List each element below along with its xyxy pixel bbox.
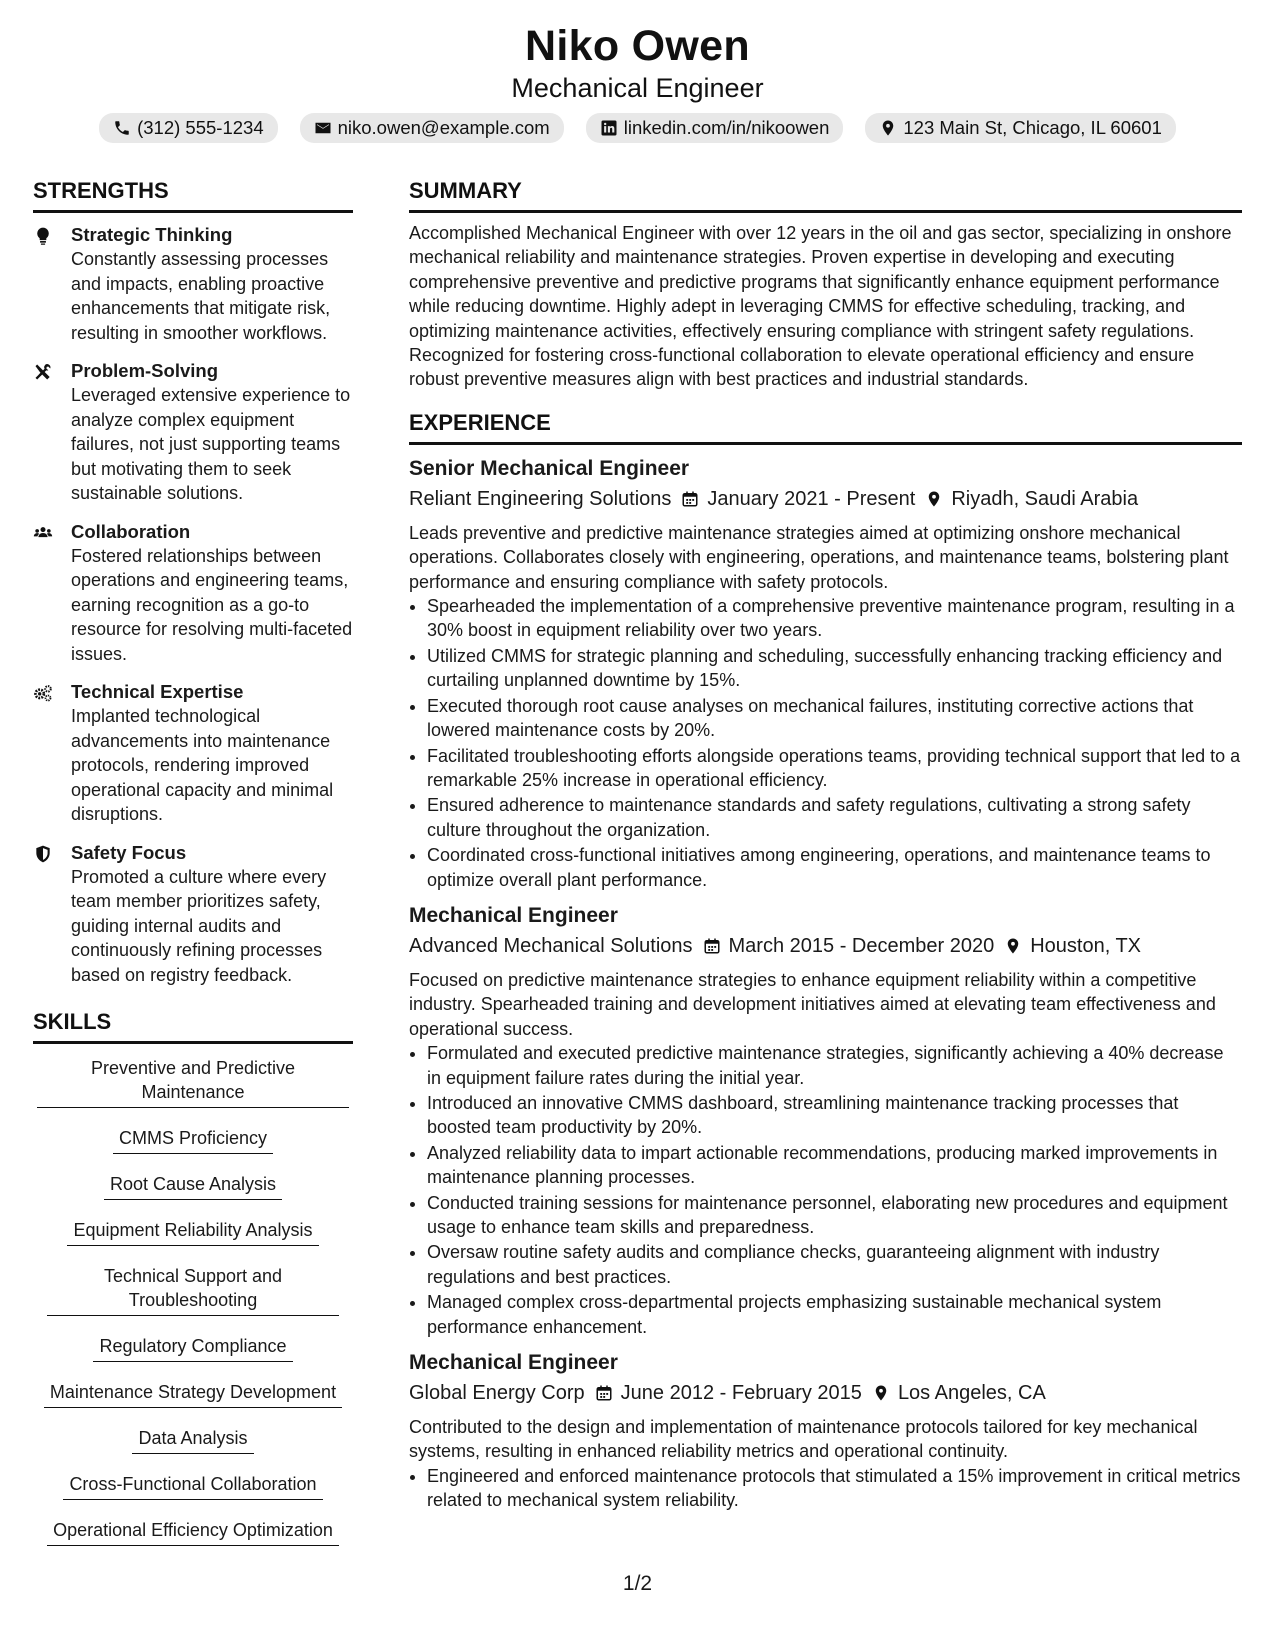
experience-section: [409, 410, 1242, 1513]
left-column: [33, 178, 353, 1564]
skill-item: Operational Efficiency Optimization: [47, 1518, 339, 1546]
page-number: 1/2: [622, 1572, 653, 1595]
skill-item: CMMS Proficiency: [113, 1126, 273, 1154]
strength-item: [33, 359, 353, 506]
summary-text: Accomplished Mechanical Engineer with over 12 years in the oil and gas sector, specializing in onshore mechanical reliability and maintenance strategies. Proven expertise in developing and executing comprehensive preventive and predictive programs that significantly enhance equipment performance while reducing downtime. Highly adept in leveraging CMMS for effective scheduling, tracking, and optimizing maintenance activities, effectively ensuring compliance with stringent safety regulations. Recognized for fostering cross-functional collaboration to elevate operational efficiency and ensure robust preventive measures align with best practices and industrial standards.: [409, 223, 1232, 390]
skill-item: Root Cause Analysis: [104, 1172, 282, 1200]
map-pin-icon: [879, 119, 897, 137]
job-location: Los Angeles, CA: [897, 1382, 1046, 1405]
strength-desc: Leveraged extensive experience to analyze complex equipment failures, not just supporting teams but motivating them to seek sustainable solutions.: [71, 385, 351, 503]
job-meta: [409, 1379, 1242, 1407]
job-dates: June 2012 - February 2015: [620, 1382, 862, 1405]
bullet-item: • Engineered and enforced maintenance protocols that stimulated a 15% improvement in critical metrics related to mechanical system reliability.: [427, 1464, 1242, 1513]
skill-item: Maintenance Strategy Development: [44, 1380, 342, 1408]
job-bullets: [409, 594, 1242, 892]
map-pin-icon: [872, 1384, 890, 1402]
contact-address: [865, 113, 1176, 143]
contact-address-text: 123 Main St, Chicago, IL 60601: [903, 117, 1162, 138]
contact-email-text: niko.owen@example.com: [337, 117, 550, 138]
skill-item: Regulatory Compliance: [93, 1334, 292, 1362]
contact-linkedin-text: linkedin.com/in/nikoowen: [623, 117, 830, 138]
job-entry: [409, 902, 1242, 1339]
envelope-icon: [314, 119, 332, 137]
job-company: Global Energy Corp: [409, 1382, 585, 1405]
bullet-item: • Executed thorough root cause analyses on mechanical failures, instituting corrective actions that lowered maintenance costs by 20%.: [427, 694, 1242, 743]
map-pin-icon: [925, 490, 943, 508]
calendar-icon: [703, 937, 721, 955]
calendar-icon: [681, 490, 699, 508]
strength-title: Collaboration: [71, 520, 191, 542]
gears-icon: [33, 683, 53, 703]
skill-item: Cross-Functional Collaboration: [63, 1472, 322, 1500]
bullet-item: • Utilized CMMS for strategic planning and scheduling, successfully enhancing tracking efficiency and curtailing unplanned downtime by 15%.: [427, 644, 1242, 693]
job-bullets: [409, 1464, 1242, 1513]
linkedin-icon: [600, 119, 618, 137]
lightbulb-icon: [33, 226, 53, 246]
job-entry: [409, 455, 1242, 892]
strength-desc: Constantly assessing processes and impacts, enabling proactive enhancements that mitigate risk, resulting in smoother workflows.: [71, 249, 331, 343]
shield-icon: [33, 844, 53, 864]
strength-item: [33, 520, 353, 667]
summary-heading: SUMMARY: [409, 178, 1242, 213]
job-meta: [409, 932, 1242, 960]
bullet-item: • Conducted training sessions for maintenance personnel, elaborating new procedures and equipment usage to enhance team skills and preparedness.: [427, 1191, 1242, 1240]
right-column: [409, 178, 1242, 1514]
bullet-item: • Ensured adherence to maintenance standards and safety regulations, cultivating a strong safety culture throughout the organization.: [427, 793, 1242, 842]
job-location: Riyadh, Saudi Arabia: [951, 487, 1139, 510]
job-description: Leads preventive and predictive maintenance strategies aimed at optimizing onshore mechanical operations. Collaborates closely with engineering, operations, and maintenance teams, bolstering plant performance and ensuring compliance with safety protocols.: [409, 522, 1229, 592]
skill-item: Equipment Reliability Analysis: [67, 1218, 318, 1246]
bullet-item: • Formulated and executed predictive maintenance strategies, significantly achieving a 40% decrease in equipment failure rates during the initial year.: [427, 1041, 1242, 1090]
contact-phone[interactable]: [99, 113, 278, 143]
strength-desc: Promoted a culture where every team member prioritizes safety, guiding internal audits and continuously refining processes based on registry feedback.: [71, 866, 327, 985]
skills-section: [33, 1009, 353, 1564]
contact-linkedin[interactable]: [586, 113, 844, 143]
calendar-icon: [595, 1384, 613, 1402]
skills-list: [33, 1056, 353, 1564]
job-title: Mechanical Engineer: [409, 903, 618, 927]
job-location: Houston, TX: [1030, 934, 1142, 957]
job-description: Contributed to the design and implementation of maintenance protocols tailored for key mechanical systems, resulting in enhanced reliability metrics and operational continuity.: [409, 1417, 1198, 1462]
contact-bar: [0, 113, 1275, 143]
job-description: Focused on predictive maintenance strategies to enhance equipment reliability within a competitive industry. Spearheaded training and development initiatives aimed at elevating team effectiveness and operational success.: [409, 969, 1216, 1039]
job-meta: [409, 485, 1242, 513]
strength-title: Technical Expertise: [71, 681, 244, 702]
job-dates: January 2021 - Present: [707, 487, 916, 510]
candidate-title: Mechanical Engineer: [511, 73, 764, 103]
job-company: Advanced Mechanical Solutions: [409, 934, 693, 957]
bullet-item: • Facilitated troubleshooting efforts alongside operations teams, providing technical support that led to a remarkable 25% increase in operational efficiency.: [427, 744, 1242, 793]
candidate-name: Niko Owen: [525, 22, 750, 70]
skill-item: Data Analysis: [132, 1426, 253, 1454]
bullet-item: • Spearheaded the implementation of a comprehensive preventive maintenance program, resulting in a 30% boost in equipment reliability over two years.: [427, 594, 1242, 643]
job-bullets: [409, 1041, 1242, 1339]
bullet-item: • Introduced an innovative CMMS dashboard, streamlining maintenance tracking processes that boosted team productivity by 20%.: [427, 1091, 1242, 1140]
strength-desc: Implanted technological advancements into maintenance protocols, rendering improved operational capacity and minimal disruptions.: [71, 706, 334, 824]
people-icon: [33, 523, 53, 543]
bullet-item: • Managed complex cross-departmental projects emphasizing sustainable mechanical system performance enhancement.: [427, 1290, 1242, 1339]
strength-title: Safety Focus: [71, 841, 187, 863]
skill-item: Technical Support and Troubleshooting: [47, 1264, 339, 1316]
bullet-item: • Coordinated cross-functional initiatives among engineering, operations, and maintenance teams to optimize overall plant performance.: [427, 843, 1242, 892]
job-entry: [409, 1349, 1242, 1513]
strength-title: Problem-Solving: [71, 360, 218, 381]
job-company: Reliant Engineering Solutions: [409, 487, 672, 510]
strengths-heading: STRENGTHS: [33, 178, 353, 213]
job-dates: March 2015 - December 2020: [728, 934, 995, 957]
bullet-item: • Oversaw routine safety audits and compliance checks, guaranteeing alignment with industry regulations and best practices.: [427, 1240, 1242, 1289]
skill-item: Preventive and Predictive Maintenance: [37, 1056, 349, 1108]
contact-email[interactable]: [300, 113, 564, 143]
strength-title: Strategic Thinking: [71, 224, 233, 245]
bullet-item: • Analyzed reliability data to impart actionable recommendations, producing marked improvements in maintenance planning processes.: [427, 1141, 1242, 1190]
experience-heading: EXPERIENCE: [409, 410, 1242, 445]
skills-heading: SKILLS: [33, 1009, 353, 1044]
map-pin-icon: [1004, 937, 1022, 955]
phone-icon: [113, 119, 131, 137]
tools-icon: [33, 362, 53, 382]
strengths-list: [33, 223, 353, 987]
strength-desc: Fostered relationships between operations and engineering teams, earning recognition as a go-to resource for resolving multi-faceted issues.: [71, 545, 353, 664]
job-title: Mechanical Engineer: [409, 1351, 618, 1375]
strength-item: [33, 223, 353, 345]
strength-item: [33, 841, 353, 988]
job-title: Senior Mechanical Engineer: [409, 456, 690, 480]
contact-phone-text: (312) 555-1234: [137, 117, 264, 138]
strength-item: [33, 680, 353, 827]
